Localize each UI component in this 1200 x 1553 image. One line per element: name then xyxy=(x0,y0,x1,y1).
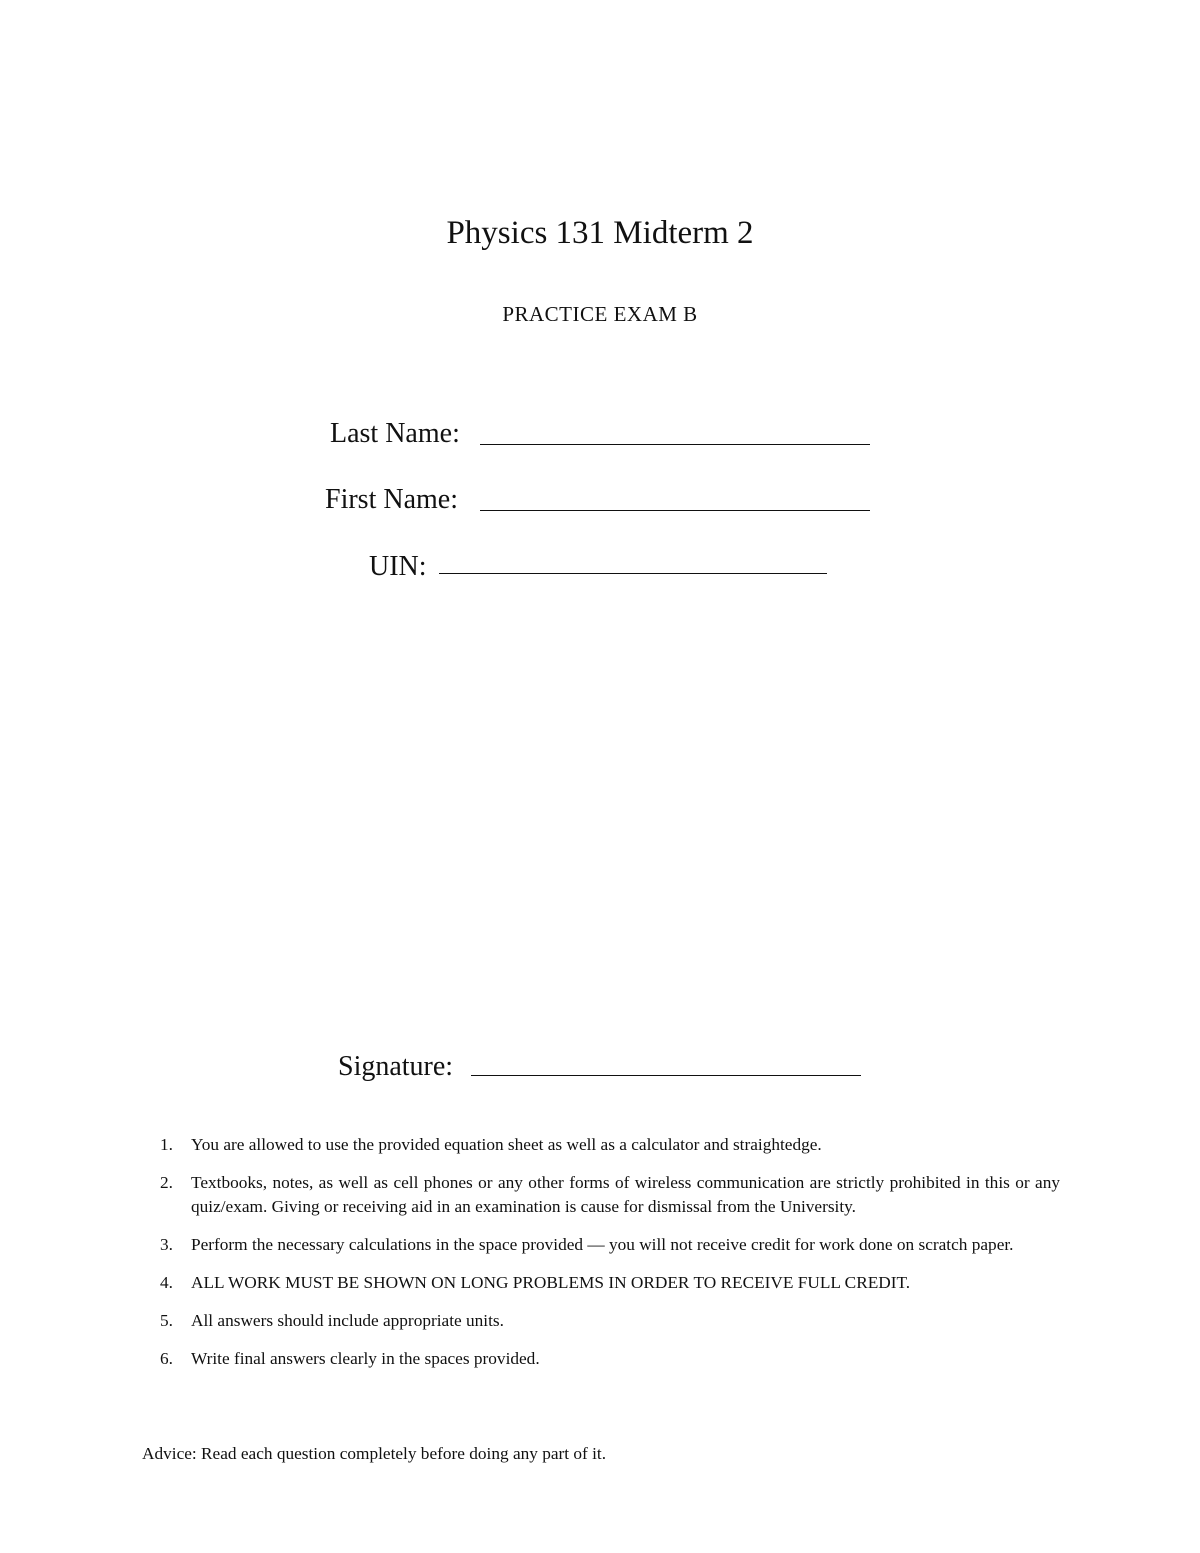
instruction-item xyxy=(160,1271,1060,1295)
instruction-number: 2. xyxy=(160,1173,173,1192)
instruction-item xyxy=(160,1171,1060,1219)
instruction-text: Textbooks, notes, as well as cell phones or any other forms of wireless communication are strictly prohibited in this or any quiz/exam. Giving or receiving aid in an examination is cause for dismissal from the University. xyxy=(191,1173,1060,1216)
instruction-number: 5. xyxy=(160,1311,173,1330)
instruction-item xyxy=(160,1347,1060,1371)
signature-line[interactable] xyxy=(471,1075,861,1076)
uin-line[interactable] xyxy=(439,573,827,574)
advice-text: Advice: Read each question completely before doing any part of it. xyxy=(142,1444,607,1463)
exam-title: Physics 131 Midterm 2 xyxy=(446,215,754,251)
instruction-text: Perform the necessary calculations in the space provided — you will not receive credit for work done on scratch paper. xyxy=(191,1235,1014,1254)
first-name-field xyxy=(325,484,458,516)
instruction-number: 3. xyxy=(160,1235,173,1254)
instruction-number: 6. xyxy=(160,1349,173,1368)
last-name-line[interactable] xyxy=(480,444,870,445)
instruction-item xyxy=(160,1133,1060,1157)
last-name-label: Last Name: xyxy=(330,418,460,449)
exam-subtitle: PRACTICE EXAM B xyxy=(502,302,698,326)
first-name-line[interactable] xyxy=(480,510,870,511)
signature-label: Signature: xyxy=(338,1051,454,1082)
instruction-text: Write final answers clearly in the spaces provided. xyxy=(191,1349,540,1368)
uin-field xyxy=(369,551,427,583)
instruction-text: All answers should include appropriate units. xyxy=(191,1311,504,1330)
instruction-item xyxy=(160,1309,1060,1333)
instruction-item xyxy=(160,1233,1060,1257)
uin-label: UIN: xyxy=(369,551,427,582)
instructions-list xyxy=(160,1133,1060,1385)
first-name-label: First Name: xyxy=(325,484,458,515)
instruction-text: You are allowed to use the provided equation sheet as well as a calculator and straightedge. xyxy=(191,1135,822,1154)
instruction-number: 1. xyxy=(160,1135,173,1154)
instruction-number: 4. xyxy=(160,1273,173,1292)
instruction-text: ALL WORK MUST BE SHOWN ON LONG PROBLEMS IN ORDER TO RECEIVE FULL CREDIT. xyxy=(191,1273,911,1292)
last-name-field xyxy=(330,418,460,450)
signature-field xyxy=(338,1051,453,1083)
